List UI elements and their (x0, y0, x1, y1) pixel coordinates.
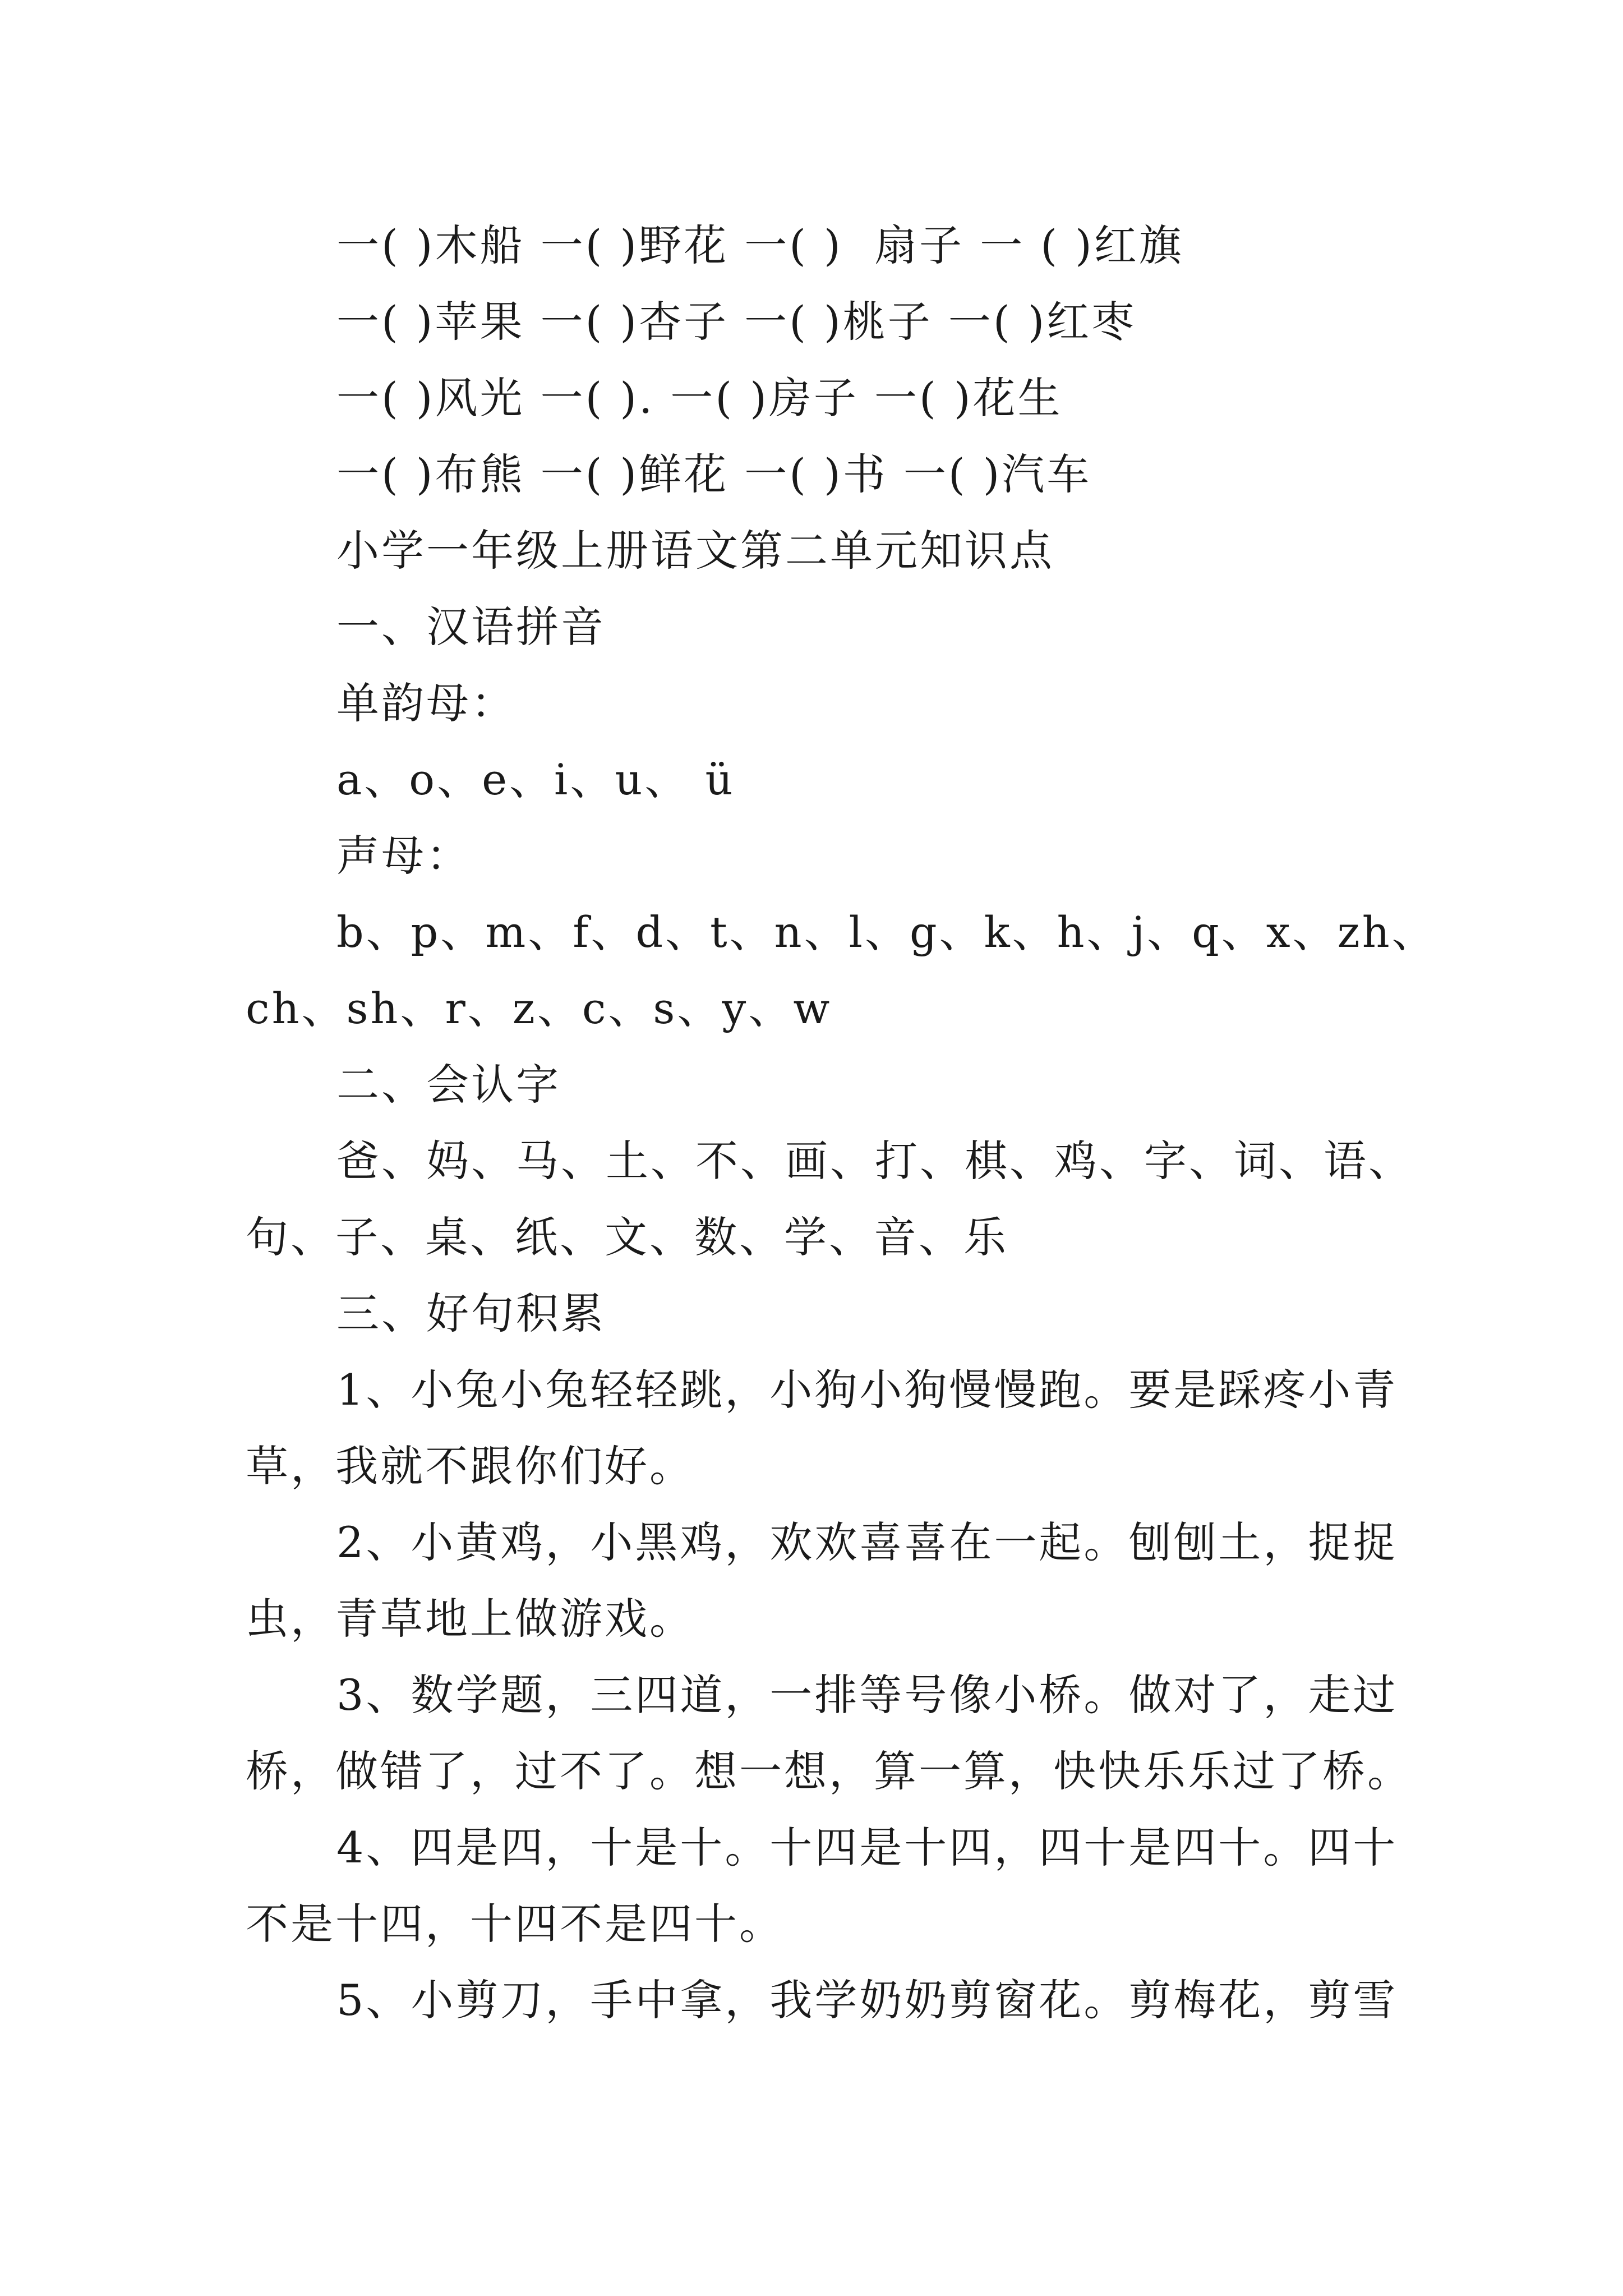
text-line: ch、sh、r、z、c、s、y、w (246, 983, 832, 1033)
text-line: 一( )木船 一( )野花 一( ) 扇子 一 ( )红旗 (336, 220, 1184, 270)
text-line: 3、数学题，三四道，一排等号像小桥。做对了，走过 (336, 1670, 1398, 1720)
text-line: 句、子、桌、纸、文、数、学、音、乐 (246, 1212, 1008, 1262)
text-line: 5、小剪刀，手中拿，我学奶奶剪窗花。剪梅花，剪雪 (336, 1975, 1398, 2025)
text-line: a、o、e、i、u、 ü (336, 754, 735, 804)
text-line: 草，我就不跟你们好。 (246, 1441, 694, 1491)
text-line: 一( )风光 一( ). 一( )房子 一( )花生 (336, 373, 1063, 423)
text-line: 桥，做错了，过不了。想一想，算一算，快快乐乐过了桥。 (246, 1746, 1412, 1796)
text-line: 一( )苹果 一( )杏子 一( )桃子 一( )红枣 (336, 297, 1137, 347)
heading: 一、汉语拼音 (336, 602, 606, 652)
heading: 二、会认字 (336, 1060, 561, 1110)
document-body (246, 208, 1437, 2039)
text-line: b、p、m、f、d、t、n、l、g、k、h、j、q、x、zh、 (336, 907, 1437, 957)
text-line: 不是十四，十四不是四十。 (246, 1899, 784, 1949)
text-line: 爸、妈、马、土、不、画、打、棋、鸡、字、词、语、 (336, 1136, 1413, 1186)
section-title: 小学一年级上册语文第二单元知识点 (336, 526, 1054, 576)
text-line: 2、小黄鸡，小黑鸡，欢欢喜喜在一起。刨刨土，捉捉 (336, 1517, 1398, 1567)
subheading: 单韵母： (336, 678, 516, 728)
text-line: 4、四是四，十是十。十四是十四，四十是四十。四十 (336, 1823, 1398, 1872)
text-line: 一( )布熊 一( )鲜花 一( )书 一( )汽车 (336, 449, 1092, 499)
text-line: 虫，青草地上做游戏。 (246, 1594, 694, 1644)
heading: 三、好句积累 (336, 1289, 606, 1338)
subheading: 声母： (336, 831, 471, 881)
text-line: 1、小兔小兔轻轻跳，小狗小狗慢慢跑。要是踩疼小青 (336, 1365, 1398, 1415)
